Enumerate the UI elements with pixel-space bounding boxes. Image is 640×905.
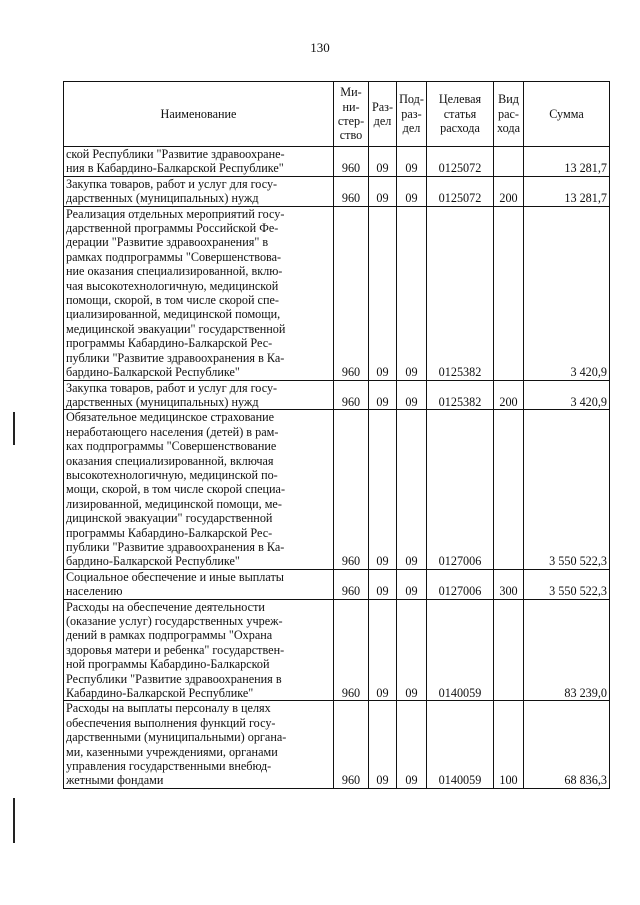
row-name: Социальное обеспечение и иные выплаты населению bbox=[64, 569, 334, 599]
row-ministry: 960 bbox=[334, 569, 369, 599]
row-name: Реализация отдельных мероприятий госу- дарственной программы Российской Фе- дерации "Развитие здравоохранения" в рамках подпрограммы "Совершенствова- ние оказания специализированной, вклю- чая высокотехнологичную, медицинской помощи, скорой, в том числе скорой спе- циализированной, медицинской помощи, медицинской эвакуации" государственной программы Кабардино-Балкарской Рес- публики "Развитие здравоохранения в Ка- бардино-Балкарской Республике" bbox=[64, 206, 334, 380]
row-ministry: 960 bbox=[334, 380, 369, 410]
table-row bbox=[64, 176, 610, 206]
header-type: Вид рас- хода bbox=[494, 82, 524, 147]
table-body bbox=[64, 147, 610, 789]
row-sum: 68 836,3 bbox=[524, 701, 610, 788]
row-target: 0125072 bbox=[427, 147, 494, 177]
row-sum: 13 281,7 bbox=[524, 147, 610, 177]
row-subsection: 09 bbox=[397, 380, 427, 410]
row-name: Закупка товаров, работ и услуг для госу- дарственных (муниципальных) нужд bbox=[64, 380, 334, 410]
row-subsection: 09 bbox=[397, 176, 427, 206]
row-ministry: 960 bbox=[334, 599, 369, 701]
row-name: Обязательное медицинское страхование неработающего населения (детей) в рам- ках подпрограммы "Совершенствование оказания специализированной, включая высокотехнологичную, медицинской по- мощи, скорой, в том числе скорой специа- лизированной, медицинской помощи, ме- дицинской эвакуации" государственной программы Кабардино-Балкарской Рес- публики "Развитие здравоохранения в Ка- бардино-Балкарской Республике" bbox=[64, 410, 334, 569]
row-name: ской Республики "Развитие здравоохране- ния в Кабардино-Балкарской Республике" bbox=[64, 147, 334, 177]
row-section: 09 bbox=[369, 569, 397, 599]
row-target: 0125382 bbox=[427, 206, 494, 380]
row-name: Закупка товаров, работ и услуг для госу- дарственных (муниципальных) нужд bbox=[64, 176, 334, 206]
header-subsection: Под- раз- дел bbox=[397, 82, 427, 147]
table-row bbox=[64, 380, 610, 410]
row-sum: 83 239,0 bbox=[524, 599, 610, 701]
row-type: 200 bbox=[494, 380, 524, 410]
row-type: 100 bbox=[494, 701, 524, 788]
row-name: Расходы на обеспечение деятельности (оказание услуг) государственных учреж- дений в рамках подпрограммы "Охрана здоровья матери и ребенка" государствен- ной программы Кабардино-Балкарской Республики "Развитие здравоохранения в Кабардино-Балкарской Республике" bbox=[64, 599, 334, 701]
row-target: 0140059 bbox=[427, 701, 494, 788]
row-section: 09 bbox=[369, 701, 397, 788]
row-target: 0125072 bbox=[427, 176, 494, 206]
header-sum: Сумма bbox=[524, 82, 610, 147]
row-sum: 3 420,9 bbox=[524, 206, 610, 380]
header-section: Раз- дел bbox=[369, 82, 397, 147]
table-row bbox=[64, 701, 610, 788]
row-target: 0140059 bbox=[427, 599, 494, 701]
table-row bbox=[64, 206, 610, 380]
row-subsection: 09 bbox=[397, 569, 427, 599]
row-target: 0127006 bbox=[427, 410, 494, 569]
row-subsection: 09 bbox=[397, 147, 427, 177]
row-section: 09 bbox=[369, 176, 397, 206]
row-target: 0125382 bbox=[427, 380, 494, 410]
margin-mark-top bbox=[13, 412, 15, 445]
row-type bbox=[494, 410, 524, 569]
row-type bbox=[494, 599, 524, 701]
row-sum: 13 281,7 bbox=[524, 176, 610, 206]
row-type bbox=[494, 206, 524, 380]
table-header bbox=[64, 82, 610, 147]
row-ministry: 960 bbox=[334, 176, 369, 206]
row-section: 09 bbox=[369, 410, 397, 569]
header-target: Целевая статья расхода bbox=[427, 82, 494, 147]
header-name: Наименование bbox=[64, 82, 334, 147]
row-subsection: 09 bbox=[397, 701, 427, 788]
row-subsection: 09 bbox=[397, 599, 427, 701]
row-sum: 3 420,9 bbox=[524, 380, 610, 410]
row-subsection: 09 bbox=[397, 206, 427, 380]
table-row bbox=[64, 599, 610, 701]
budget-table bbox=[63, 81, 610, 789]
row-type bbox=[494, 147, 524, 177]
row-subsection: 09 bbox=[397, 410, 427, 569]
margin-mark-bottom bbox=[13, 798, 15, 843]
row-name: Расходы на выплаты персоналу в целях обеспечения выполнения функций госу- дарственными (муниципальными) органа- ми, казенными учреждениями, органами управления государственными внебюд- жетными фондами bbox=[64, 701, 334, 788]
row-sum: 3 550 522,3 bbox=[524, 410, 610, 569]
row-sum: 3 550 522,3 bbox=[524, 569, 610, 599]
table-row bbox=[64, 410, 610, 569]
row-ministry: 960 bbox=[334, 410, 369, 569]
row-type: 300 bbox=[494, 569, 524, 599]
row-section: 09 bbox=[369, 380, 397, 410]
row-type: 200 bbox=[494, 176, 524, 206]
row-section: 09 bbox=[369, 599, 397, 701]
header-ministry: Ми- ни- стер- ство bbox=[334, 82, 369, 147]
row-target: 0127006 bbox=[427, 569, 494, 599]
table-row bbox=[64, 147, 610, 177]
row-ministry: 960 bbox=[334, 147, 369, 177]
row-section: 09 bbox=[369, 147, 397, 177]
row-ministry: 960 bbox=[334, 701, 369, 788]
row-ministry: 960 bbox=[334, 206, 369, 380]
table-row bbox=[64, 569, 610, 599]
row-section: 09 bbox=[369, 206, 397, 380]
page-number: 130 bbox=[310, 40, 330, 55]
